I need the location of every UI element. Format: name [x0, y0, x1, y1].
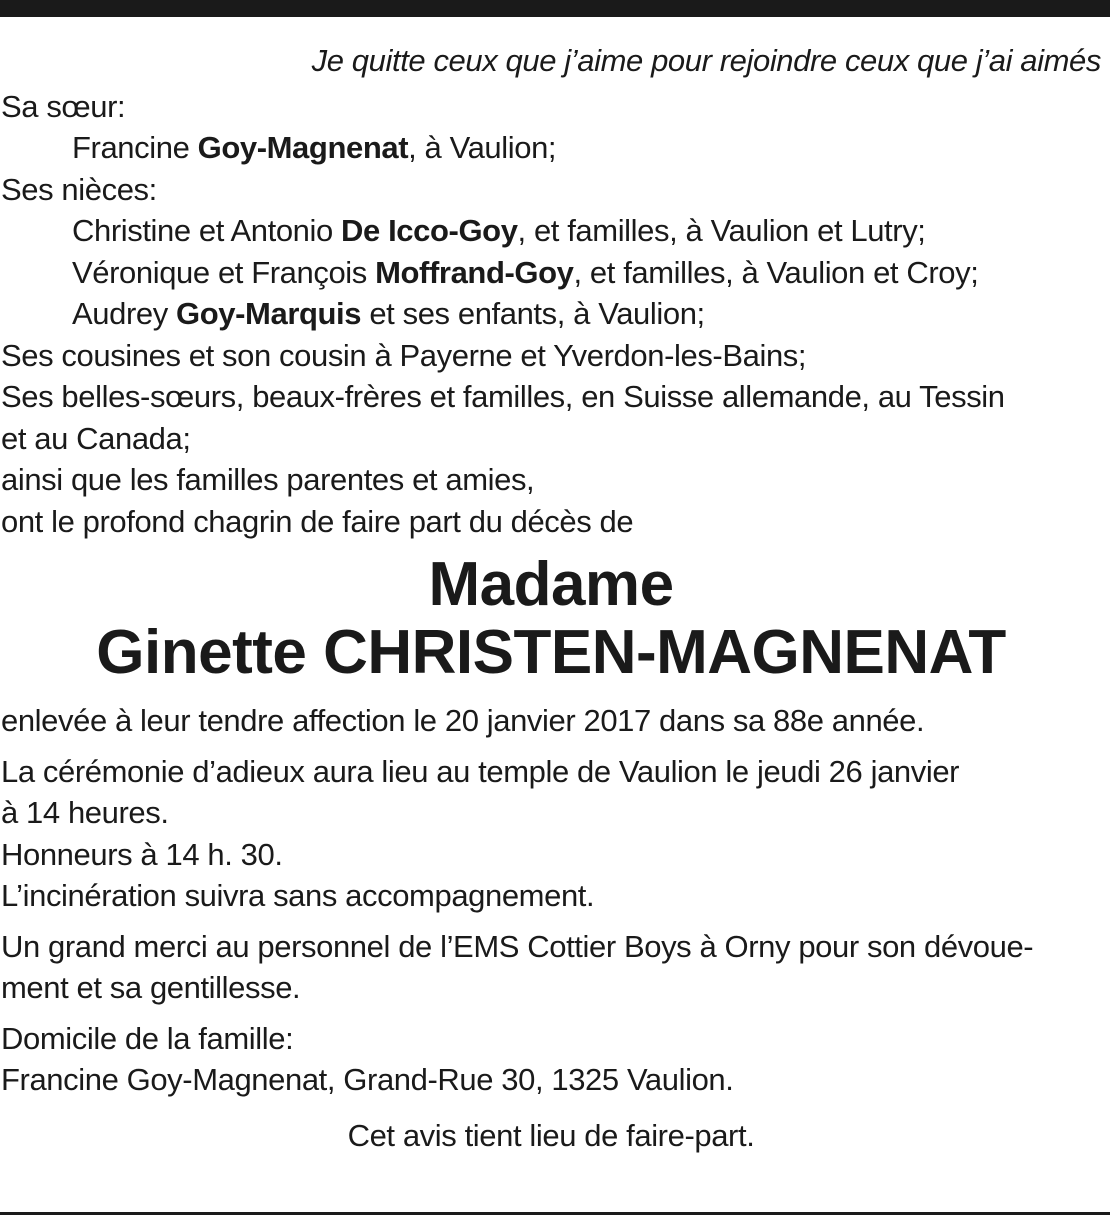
sister-first-name: Francine [72, 130, 198, 165]
ceremony-line-1: La cérémonie d’adieux aura lieu au temple de Vaulion le jeudi 26 janvier [1, 753, 960, 789]
in-laws-line-2: et au Canada; [1, 420, 191, 456]
deceased-name: Ginette CHRISTEN-MAGNENAT [96, 618, 1006, 687]
thanks-line-2: ment et sa gentillesse. [1, 970, 301, 1005]
sister-family-name: Goy-Magnenat [197, 130, 409, 165]
obituary-notice [1, 40, 1101, 1156]
thanks-block [1, 926, 1101, 1009]
nieces-label: Ses nièces: [1, 171, 157, 207]
sister-entry [1, 127, 1101, 169]
relatives-line: ainsi que les familles parentes et amies, [1, 462, 535, 497]
niece-entry-1 [1, 210, 1101, 252]
niece-family-name: De Icco-Goy [341, 213, 518, 248]
niece-family-name: Moffrand-Goy [375, 254, 574, 290]
ceremony-line-2: à 14 heures. [1, 795, 169, 830]
ceremony-block [1, 751, 1101, 917]
deceased-heading [1, 550, 1101, 687]
niece-entry-2 [1, 252, 1101, 294]
deceased-title: Madame [428, 550, 674, 619]
honours-line: Honneurs à 14 h. 30. [1, 836, 283, 872]
niece-location: et ses enfants, à Vaulion; [361, 296, 705, 331]
sister-location: , à Vaulion; [408, 130, 557, 165]
cousins-line: Ses cousines et son cousin à Payerne et Yverdon-les-Bains; [1, 337, 807, 373]
thanks-line-1: Un grand merci au personnel de l’EMS Cottier Boys à Orny pour son dévoue- [1, 928, 1034, 964]
sister-label: Sa sœur: [1, 88, 126, 124]
niece-first-names: Véronique et François [72, 254, 376, 290]
cremation-line: L’incinération suivra sans accompagnement. [1, 878, 595, 913]
niece-first-names: Christine et Antonio [72, 213, 342, 248]
notice-line: Cet avis tient lieu de faire-part. [347, 1117, 755, 1153]
niece-location: , et familles, à Vaulion et Lutry; [517, 213, 926, 248]
announcement-line: ont le profond chagrin de faire part du décès de [1, 503, 634, 539]
domicile-label: Domicile de la famille: [1, 1020, 294, 1056]
niece-family-name: Goy-Marquis [176, 296, 362, 331]
death-date-line: enlevée à leur tendre affection le 20 janvier 2017 dans sa 88e année. [1, 703, 925, 738]
bottom-rule [0, 1212, 1110, 1215]
top-rule [0, 0, 1110, 17]
niece-location: , et familles, à Vaulion et Croy; [573, 254, 979, 290]
niece-entry-3 [1, 293, 1101, 335]
in-laws-line-1: Ses belles-sœurs, beaux-frères et familles, en Suisse allemande, au Tessin [1, 379, 1005, 414]
motto-quote: Je quitte ceux que j’aime pour rejoindre ceux que j’ai aimés [311, 43, 1101, 78]
domicile-block [1, 1018, 1101, 1101]
niece-first-names: Audrey [72, 296, 177, 331]
domicile-address: Francine Goy-Magnenat, Grand-Rue 30, 1325 Vaulion. [1, 1062, 734, 1097]
